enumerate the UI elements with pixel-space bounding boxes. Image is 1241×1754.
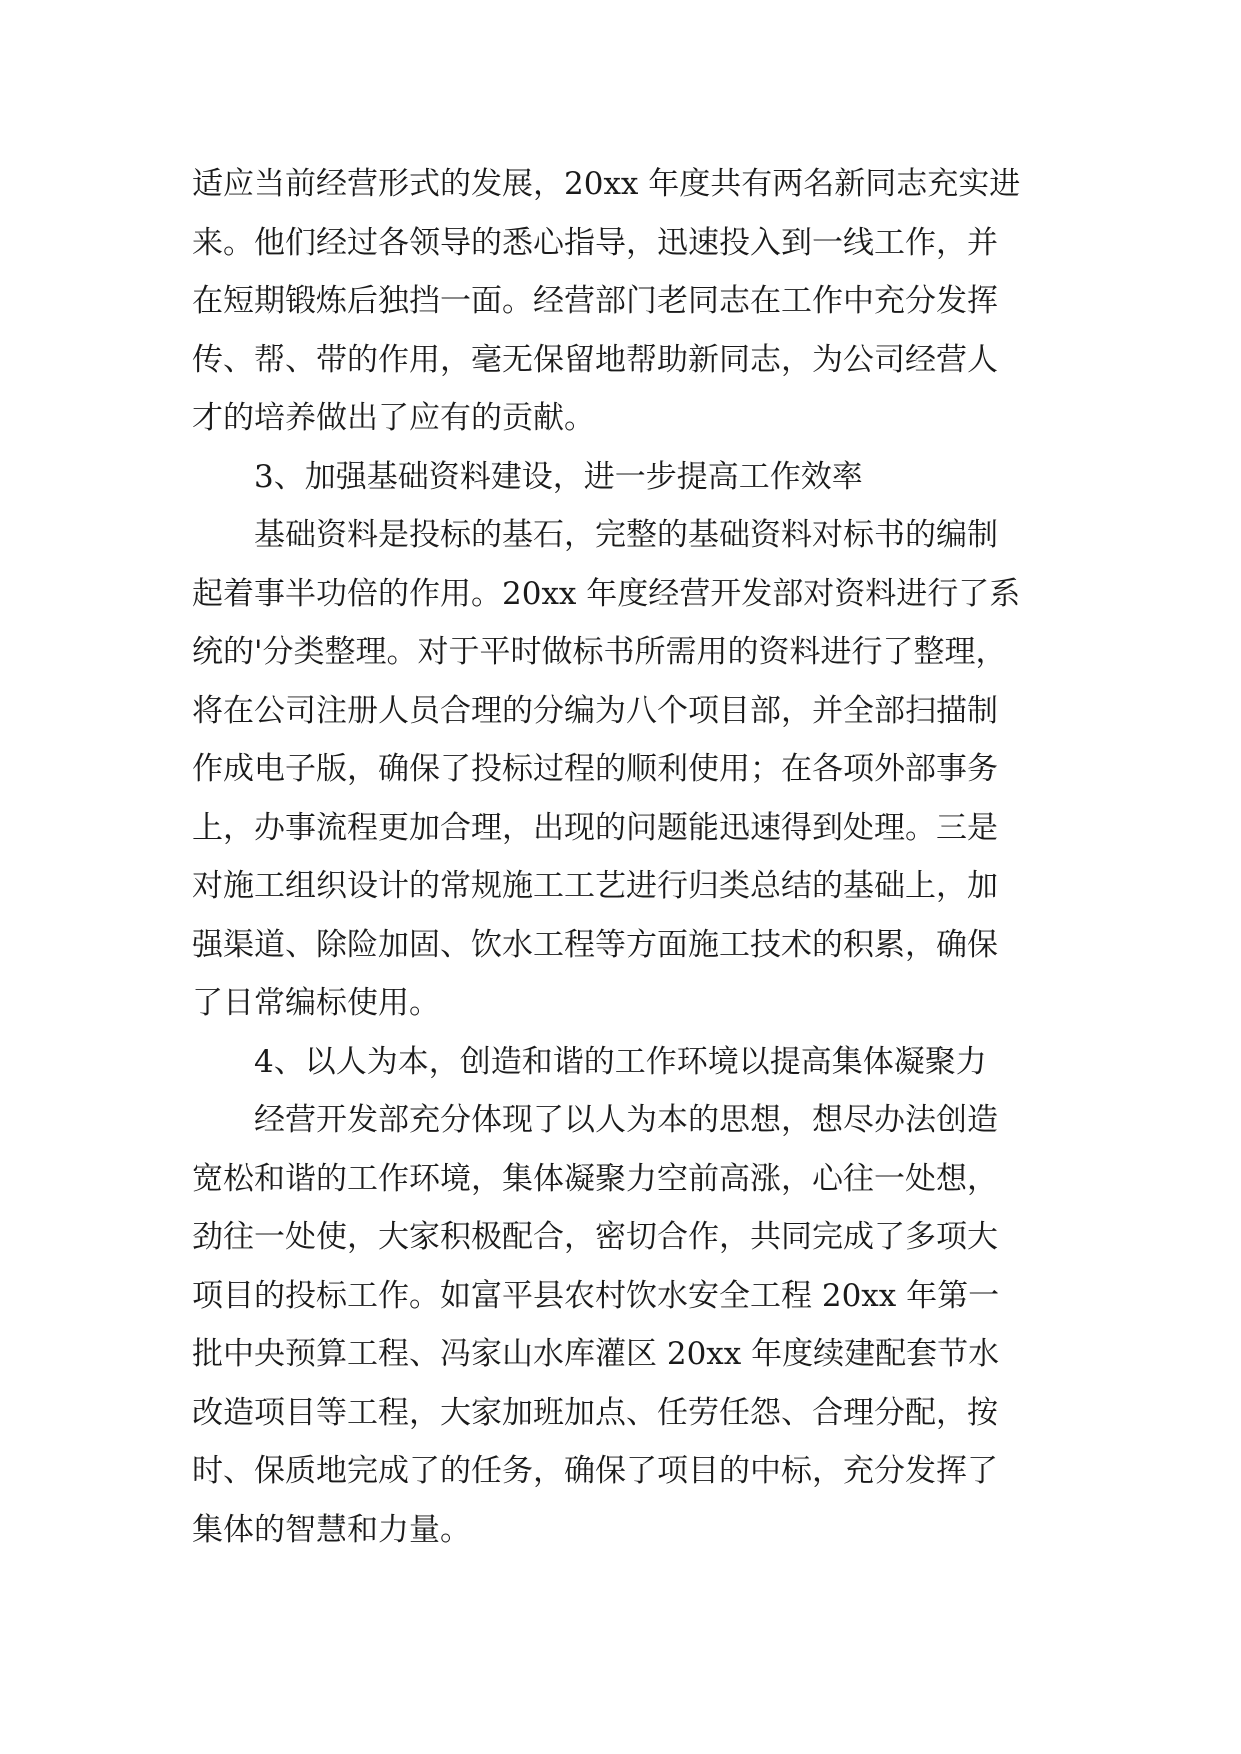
text-line: 才的培养做出了应有的贡献。 <box>192 400 595 436</box>
paragraph-first-line: 经营开发部充分体现了以人为本的思想，想尽办法创造 <box>254 1102 998 1138</box>
text-line: 改造项目等工程，大家加班加点、任劳任怨、合理分配，按 <box>192 1394 998 1431</box>
text-line: 集体的智慧和力量。 <box>192 1511 471 1548</box>
text-line: 宽松和谐的工作环境，集体凝聚力空前高涨，心往一处想， <box>192 1160 998 1197</box>
text-line: 来。他们经过各领导的悉心指导，迅速投入到一线工作，并 <box>192 224 998 261</box>
section-heading-3: 3、加强基础资料建设，进一步提高工作效率 <box>254 458 863 495</box>
text-line: 作成电子版，确保了投标过程的顺利使用；在各项外部事务 <box>192 751 998 787</box>
text-line: 起着事半功倍的作用。20xx 年度经营开发部对资料进行了系 <box>192 575 1021 612</box>
text-line: 项目的投标工作。如富平县农村饮水安全工程 20xx 年第一 <box>192 1277 1000 1314</box>
text-line: 时、保质地完成了的任务，确保了项目的中标，充分发挥了 <box>192 1453 998 1489</box>
text-line: 批中央预算工程、冯家山水库灌区 20xx 年度续建配套节水 <box>192 1336 1000 1372</box>
text-line: 在短期锻炼后独挡一面。经营部门老同志在工作中充分发挥 <box>192 283 998 319</box>
text-line: 了日常编标使用。 <box>192 985 440 1021</box>
text-line: 将在公司注册人员合理的分编为八个项目部，并全部扫描制 <box>192 692 998 729</box>
document-body <box>192 155 1072 1559</box>
section-heading-4: 4、以人为本，创造和谐的工作环境以提高集体凝聚力 <box>254 1043 987 1080</box>
text-line: 对施工组织设计的常规施工工艺进行归类总结的基础上，加 <box>192 868 998 904</box>
text-line: 传、帮、带的作用，毫无保留地帮助新同志，为公司经营人 <box>192 341 998 378</box>
text-line: 劲往一处使，大家积极配合，密切合作，共同完成了多项大 <box>192 1219 998 1255</box>
text-line: 强渠道、除险加固、饮水工程等方面施工技术的积累，确保 <box>192 926 998 963</box>
paragraph-first-line: 基础资料是投标的基石，完整的基础资料对标书的编制 <box>254 517 998 553</box>
text-line: 统的'分类整理。对于平时做标书所需用的资料进行了整理， <box>192 634 1007 670</box>
text-line: 适应当前经营形式的发展，20xx 年度共有两名新同志充实进 <box>192 166 1021 202</box>
text-line: 上，办事流程更加合理，出现的问题能迅速得到处理。三是 <box>192 809 998 846</box>
